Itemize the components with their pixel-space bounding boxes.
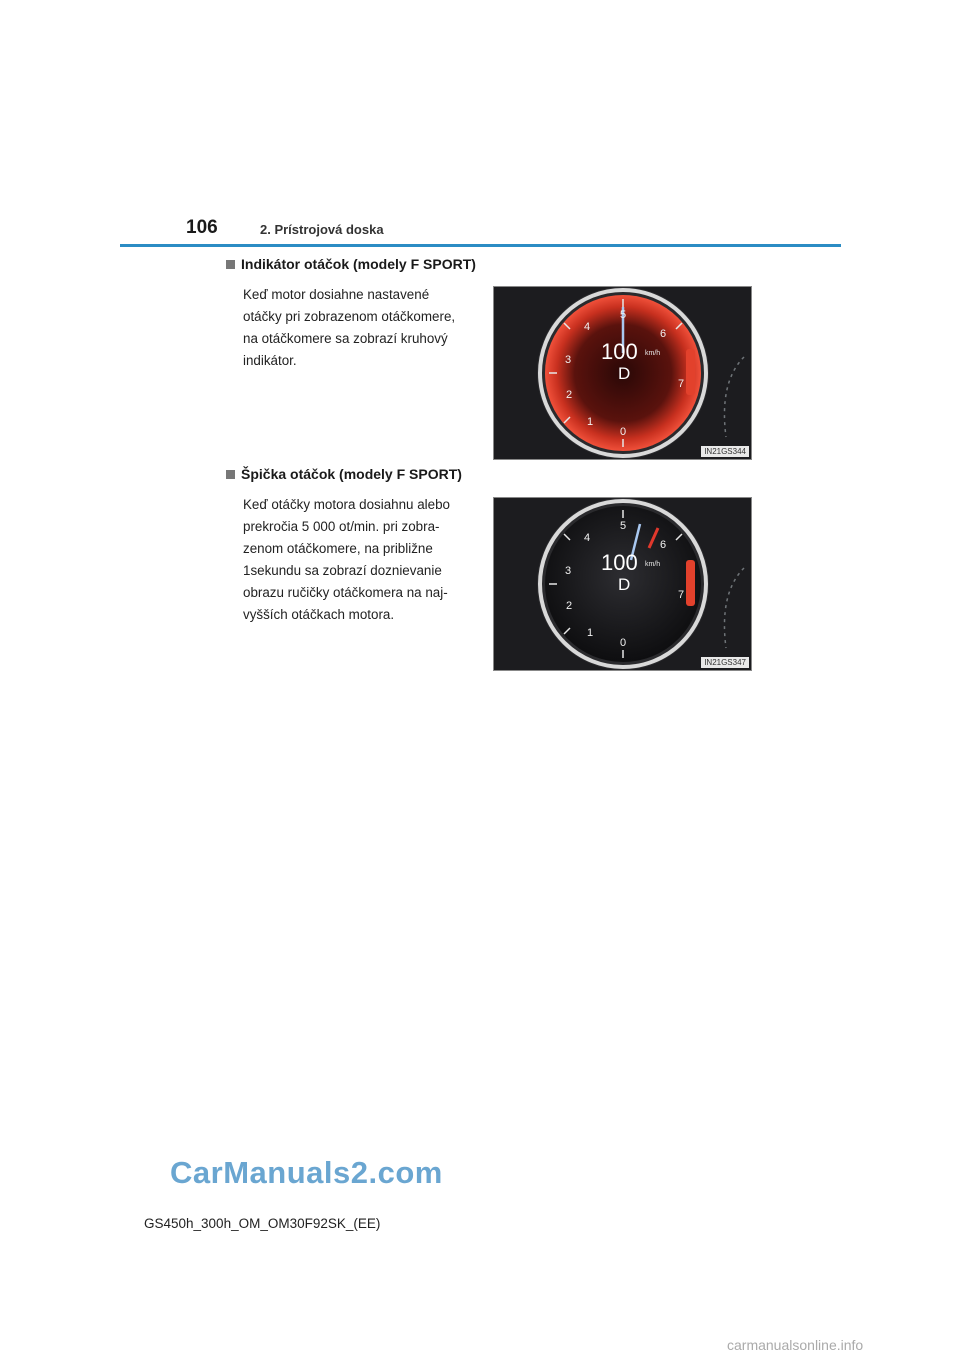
tick-label: 4 [584,321,591,333]
tachometer-illustration [494,287,751,459]
bottom-watermark-link[interactable]: carmanualsonline.info [727,1337,864,1353]
section-heading-text: Indikátor otáčok (modely F SPORT) [241,256,476,272]
tick-label: 2 [566,600,573,612]
section-heading-rpm-indicator [226,256,476,272]
body-line: prekročia 5 000 ot/min. pri zobra- [243,519,440,534]
body-line: vyšších otáčkach motora. [243,607,395,622]
section-heading-text: Špička otáčok (modely F SPORT) [241,466,462,482]
tick-label: 1 [587,627,594,639]
figure-label: IN21GS347 [701,657,749,668]
figure-rpm-peak [493,497,752,671]
section-heading-rpm-peak [226,466,462,482]
figure-rpm-indicator [493,286,752,460]
tick-label: 2 [566,389,573,401]
body-line: obrazu ručičky otáčkomera na naj- [243,585,448,600]
tick-label: 3 [565,565,572,577]
speed-readout: 100 [601,550,638,575]
chapter-title: 2. Prístrojová doska [260,222,384,237]
footer-document-code: GS450h_300h_OM_OM30F92SK_(EE) [144,1216,381,1231]
tick-label: 4 [584,532,591,544]
tick-label: 5 [620,520,627,532]
tick-label: 5 [620,309,627,321]
page-number: 106 [186,217,218,238]
square-bullet-icon [226,260,235,269]
square-bullet-icon [226,470,235,479]
body-line: Keď motor dosiahne nastavené [243,287,430,302]
section-body-rpm-indicator [243,284,478,372]
tachometer-illustration [494,498,751,670]
body-line: 1sekundu sa zobrazí doznievanie [243,563,442,578]
section-body-rpm-peak [243,494,478,626]
body-line: otáčky pri zobrazenom otáčkomere, [243,309,456,324]
gear-indicator: D [618,364,631,383]
speed-unit: km/h [645,561,661,568]
body-line: zenom otáčkomere, na približne [243,541,433,556]
tick-label: 3 [565,354,572,366]
tick-label: 6 [660,328,667,340]
body-line: Keď otáčky motora dosiahnu alebo [243,497,450,512]
tick-label: 7 [678,378,685,390]
body-line: indikátor. [243,353,297,368]
speed-readout: 100 [601,339,638,364]
tick-label: 0 [620,426,627,438]
tick-label: 1 [587,416,594,428]
header-rule [120,244,841,247]
tick-label: 6 [660,539,667,551]
body-line: na otáčkomere sa zobrazí kruhový [243,331,448,346]
watermark-logo: CarManuals2.com [170,1155,443,1190]
figure-label: IN21GS344 [701,446,749,457]
tick-label: 0 [620,637,627,649]
speed-unit: km/h [645,350,661,357]
tick-label: 7 [678,589,685,601]
gear-indicator: D [618,575,631,594]
